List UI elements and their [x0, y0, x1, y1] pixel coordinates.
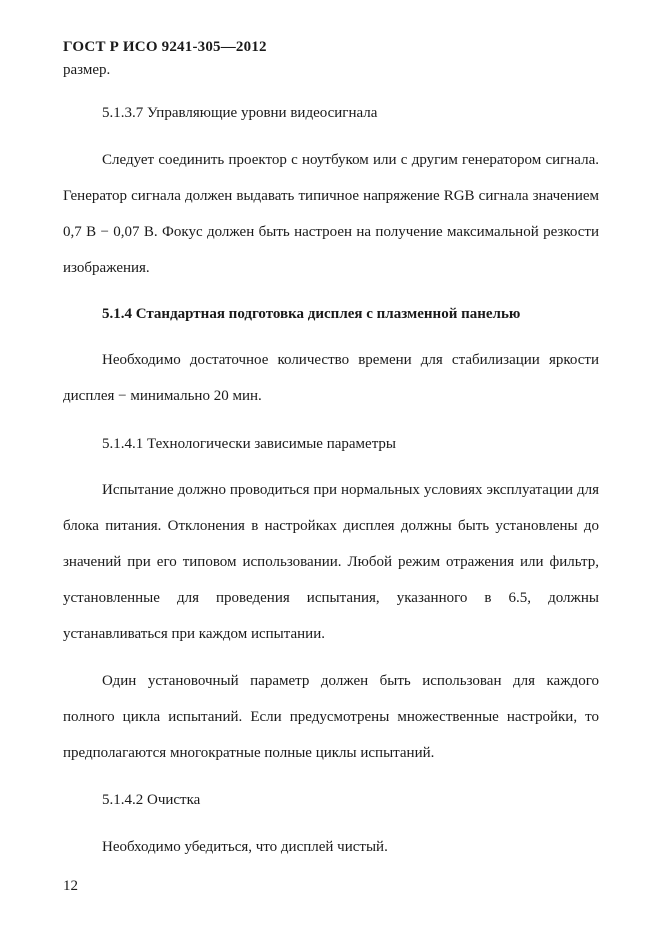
- section-5-1-4-2-body: Необходимо убедиться, что дисплей чистый.: [102, 839, 388, 855]
- section-5-1-4-1-heading: 5.1.4.1 Технологически зависимые параметры: [102, 436, 397, 452]
- section-5-1-4-2-heading: 5.1.4.2 Очистка: [102, 792, 201, 808]
- section-5-1-4-1-body-1: Испытание должно проводиться при нормальных условиях эксплуатации для блока питания. Отклонения в настройках дисплея должны быть установлены до значений при его типовом использовании. Любой режим отражения или фильтр, установленные для проведения испытания, указанного в 6.5, должны устанавливаться при каждом испытании.: [63, 482, 599, 642]
- section-5-1-4-1-body-2: Один установочный параметр должен быть использован для каждого полного цикла испытаний. Если предусмотрены множественные настройки, то предполагаются многократные полные циклы испытаний.: [63, 673, 599, 761]
- section-5-1-3-7-heading: 5.1.3.7 Управляющие уровни видеосигнала: [102, 105, 378, 121]
- page-number: 12: [63, 878, 78, 894]
- section-5-1-4-heading: 5.1.4 Стандартная подготовка дисплея с плазменной панелью: [102, 306, 521, 322]
- section-5-1-4-body: Необходимо достаточное количество времени для стабилизации яркости дисплея − минимально 20 мин.: [63, 352, 599, 404]
- section-5-1-3-7-body: Следует соединить проектор с ноутбуком или с другим генератором сигнала. Генератор сигнала должен выдавать типичное напряжение RGB сигнала значением 0,7 В − 0,07 В. Фокус должен быть настроен на получение максимальной резкости изображения.: [63, 152, 599, 276]
- document-header: ГОСТ Р ИСО 9241-305—2012: [63, 39, 267, 55]
- continuation-text: размер.: [63, 62, 111, 78]
